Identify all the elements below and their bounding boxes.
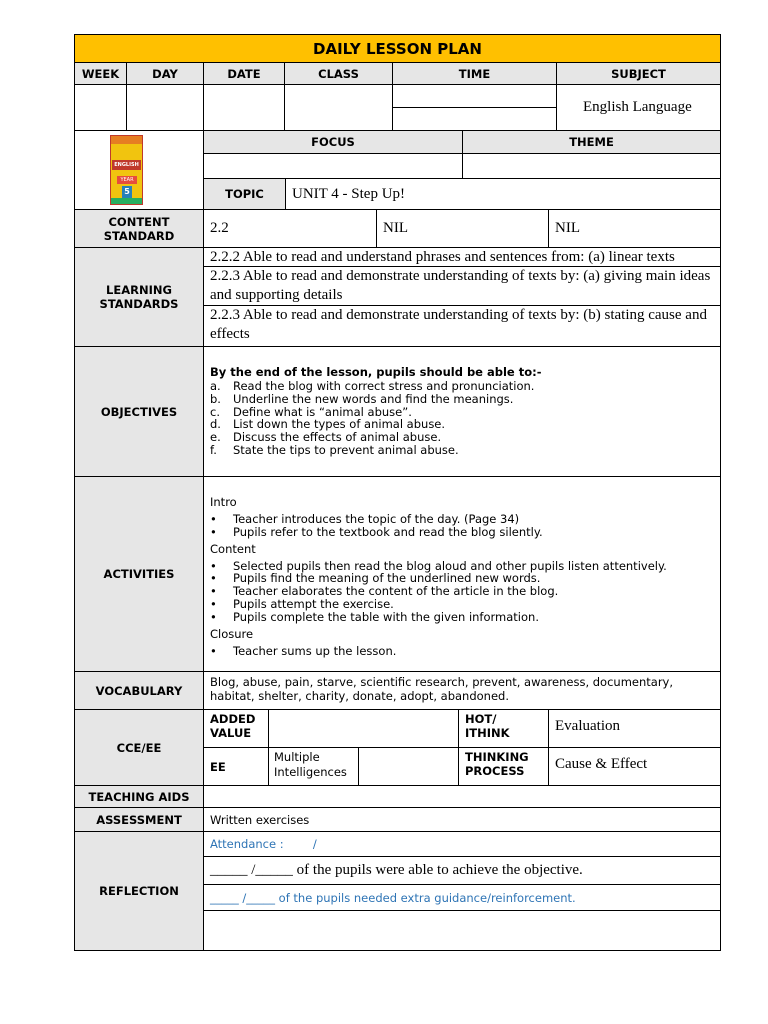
theme-header [462, 130, 721, 154]
reflection-label [74, 831, 204, 951]
thinking-process-value [548, 747, 721, 786]
col-subject [556, 62, 721, 85]
assessment-value-text: Written exercises [210, 812, 310, 827]
learning-standards-label [74, 247, 204, 347]
activities-intro-heading: Intro [210, 495, 237, 509]
book-cell [74, 130, 204, 210]
objectives-text: OBJECTIVES [100, 404, 178, 419]
objective-text: Underline the new words and find the meanings. [233, 391, 514, 406]
cce-text: CCE/EE [116, 740, 162, 755]
objective-key: c. [210, 404, 220, 419]
activity-item [210, 513, 714, 526]
bullet-icon: • [210, 558, 217, 573]
activities-content-list [210, 560, 714, 624]
assessment-label [74, 807, 204, 832]
reflection-objective-row [203, 856, 721, 885]
activity-text: Pupils complete the table with the given information. [233, 609, 539, 624]
col-time [392, 62, 557, 85]
bullet-icon: • [210, 584, 217, 599]
vocabulary-value [203, 671, 721, 710]
activities-closure-heading: Closure [210, 626, 254, 641]
objective-key: d. [210, 417, 221, 432]
activity-text: Pupils refer to the textbook and read the blog silently. [233, 524, 543, 539]
activity-text: Selected pupils then read the blog aloud and other pupils listen attentively. [233, 558, 667, 573]
objectives-cell [203, 346, 721, 477]
subject-value [556, 84, 721, 131]
bullet-icon: • [210, 524, 217, 539]
activity-item [210, 645, 714, 658]
objective-key: e. [210, 430, 221, 445]
col-day [126, 62, 204, 85]
objective-item [210, 444, 714, 457]
objective-key: f. [210, 442, 217, 457]
col-date [203, 62, 285, 85]
objective-text: Discuss the effects of animal abuse. [233, 430, 442, 445]
learning-standards-text: LEARNING STANDARDS [99, 283, 179, 311]
activities-label [74, 476, 204, 672]
thinking-process-value-text: Cause & Effect [555, 756, 648, 772]
added-value-text: ADDED VALUE [210, 712, 256, 740]
col-week [74, 62, 127, 85]
week-value[interactable] [74, 84, 127, 131]
ee-value-text: Multiple Intelligences [274, 750, 347, 779]
objective-item [210, 380, 714, 393]
thinking-process-label [458, 747, 549, 786]
topic-text: UNIT 4 - Step Up! [292, 185, 406, 202]
reflection-notes[interactable] [203, 910, 721, 951]
content-standard-value-3 [548, 209, 721, 248]
activity-item [210, 526, 714, 539]
content-standard-text: CONTENT STANDARD [103, 214, 175, 243]
ee-label [203, 747, 269, 786]
col-class-label: CLASS [318, 66, 359, 81]
learning-standard-1-text: 2.2.2 Able to read and understand phrases and sentences from: (a) linear texts [210, 249, 675, 265]
reflection-guidance-text: _____ /_____ of the pupils needed extra guidance/reinforcement. [210, 890, 576, 905]
content-standard-label [74, 209, 204, 248]
activity-item [210, 611, 714, 624]
attendance-text: Attendance : / [210, 837, 317, 851]
col-day-label: DAY [152, 66, 178, 81]
activity-text: Pupils attempt the exercise. [233, 596, 394, 611]
assessment-value [203, 807, 721, 832]
theme-label: THEME [569, 135, 614, 149]
hot-value-text: Evaluation [555, 718, 620, 734]
ee-extra[interactable] [358, 747, 459, 786]
page-title: DAILY LESSON PLAN [313, 39, 482, 58]
activity-text: Pupils find the meaning of the underlined new words. [233, 571, 541, 586]
objectives-intro: By the end of the lesson, pupils should be able to:- [210, 365, 542, 379]
bullet-icon: • [210, 643, 217, 658]
class-value[interactable] [284, 84, 393, 131]
topic-label: TOPIC [225, 187, 264, 201]
vocabulary-text: VOCABULARY [95, 683, 183, 698]
added-value-input[interactable] [268, 709, 459, 748]
col-date-label: DATE [227, 66, 261, 81]
activities-closure-list [210, 645, 714, 658]
focus-value[interactable] [203, 153, 463, 179]
hot-text: HOT/ ITHINK [465, 712, 510, 740]
objectives-label [74, 346, 204, 477]
objective-text: Define what is “animal abuse”. [233, 404, 412, 419]
activities-intro-list [210, 513, 714, 539]
reflection-text: REFLECTION [99, 884, 179, 898]
bullet-icon: • [210, 596, 217, 611]
objective-key: a. [210, 379, 221, 393]
content-standard-text-1: 2.2 [210, 220, 229, 236]
time-value-1[interactable] [392, 84, 557, 108]
hot-value [548, 709, 721, 748]
content-standard-value-2 [376, 209, 549, 248]
objective-item [210, 393, 714, 406]
thinking-process-text: THINKING PROCESS [465, 750, 529, 778]
activities-content-heading: Content [210, 541, 256, 556]
added-value-label [203, 709, 269, 748]
reflection-objective-text: _____ /_____ of the pupils were able to achieve the objective. [210, 862, 583, 878]
date-value[interactable] [203, 84, 285, 131]
title-bar [74, 34, 721, 63]
bullet-icon: • [210, 609, 217, 624]
teaching-aids-value[interactable] [203, 785, 721, 808]
objective-key: b. [210, 391, 221, 406]
focus-header [203, 130, 463, 154]
col-subject-label: SUBJECT [611, 66, 666, 81]
objective-text: Read the blog with correct stress and pronunciation. [233, 379, 535, 393]
learning-standard-2-text: 2.2.3 Able to read and demonstrate understanding of texts by: (a) giving main ideas and supporting details [210, 268, 711, 303]
col-week-label: WEEK [81, 66, 120, 81]
time-value-2[interactable] [392, 107, 557, 131]
content-standard-value-1 [203, 209, 377, 248]
learning-standard-2 [203, 266, 721, 306]
teaching-aids-text: TEACHING AIDS [88, 789, 190, 804]
objectives-list [210, 380, 714, 457]
activity-text: Teacher introduces the topic of the day. (Page 34) [233, 512, 520, 526]
vocabulary-label [74, 671, 204, 710]
subject-text: English Language [583, 99, 692, 115]
vocabulary-words: Blog, abuse, pain, starve, scientific research, prevent, awareness, documentary, habitat, shelter, charity, donate, adopt, abandoned. [210, 675, 674, 703]
col-class [284, 62, 393, 85]
ee-text: EE [210, 759, 226, 774]
cover-year: YEAR [117, 176, 137, 184]
ee-value [268, 747, 359, 786]
col-time-label: TIME [458, 66, 491, 81]
learning-standard-1 [203, 247, 721, 267]
activities-cell [203, 476, 721, 672]
assessment-text: ASSESSMENT [96, 812, 182, 827]
cover-title: ENGLISH [112, 160, 141, 170]
bullet-icon: • [210, 571, 217, 586]
topic-header [203, 178, 286, 210]
activity-text: Teacher sums up the lesson. [233, 643, 397, 658]
cce-label [74, 709, 204, 786]
day-value[interactable] [126, 84, 204, 131]
cover-number: 5 [122, 186, 132, 198]
theme-value[interactable] [462, 153, 721, 179]
content-standard-text-3: NIL [555, 220, 580, 236]
bullet-icon: • [210, 512, 217, 526]
content-standard-text-2: NIL [383, 220, 408, 236]
learning-standard-3 [203, 305, 721, 347]
reflection-guidance-row [203, 884, 721, 911]
activity-item [210, 598, 714, 611]
teaching-aids-label [74, 785, 204, 808]
focus-label: FOCUS [311, 135, 355, 149]
topic-value [285, 178, 721, 210]
activities-text: ACTIVITIES [103, 567, 175, 581]
learning-standard-3-text: 2.2.3 Able to read and demonstrate understanding of texts by: (b) stating cause and effects [210, 307, 707, 342]
activity-text: Teacher elaborates the content of the article in the blog. [233, 584, 559, 599]
textbook-cover-image [110, 135, 143, 205]
objective-text: State the tips to prevent animal abuse. [233, 442, 459, 457]
objective-text: List down the types of animal abuse. [233, 417, 446, 432]
attendance-row [203, 831, 721, 857]
hot-label [458, 709, 549, 748]
